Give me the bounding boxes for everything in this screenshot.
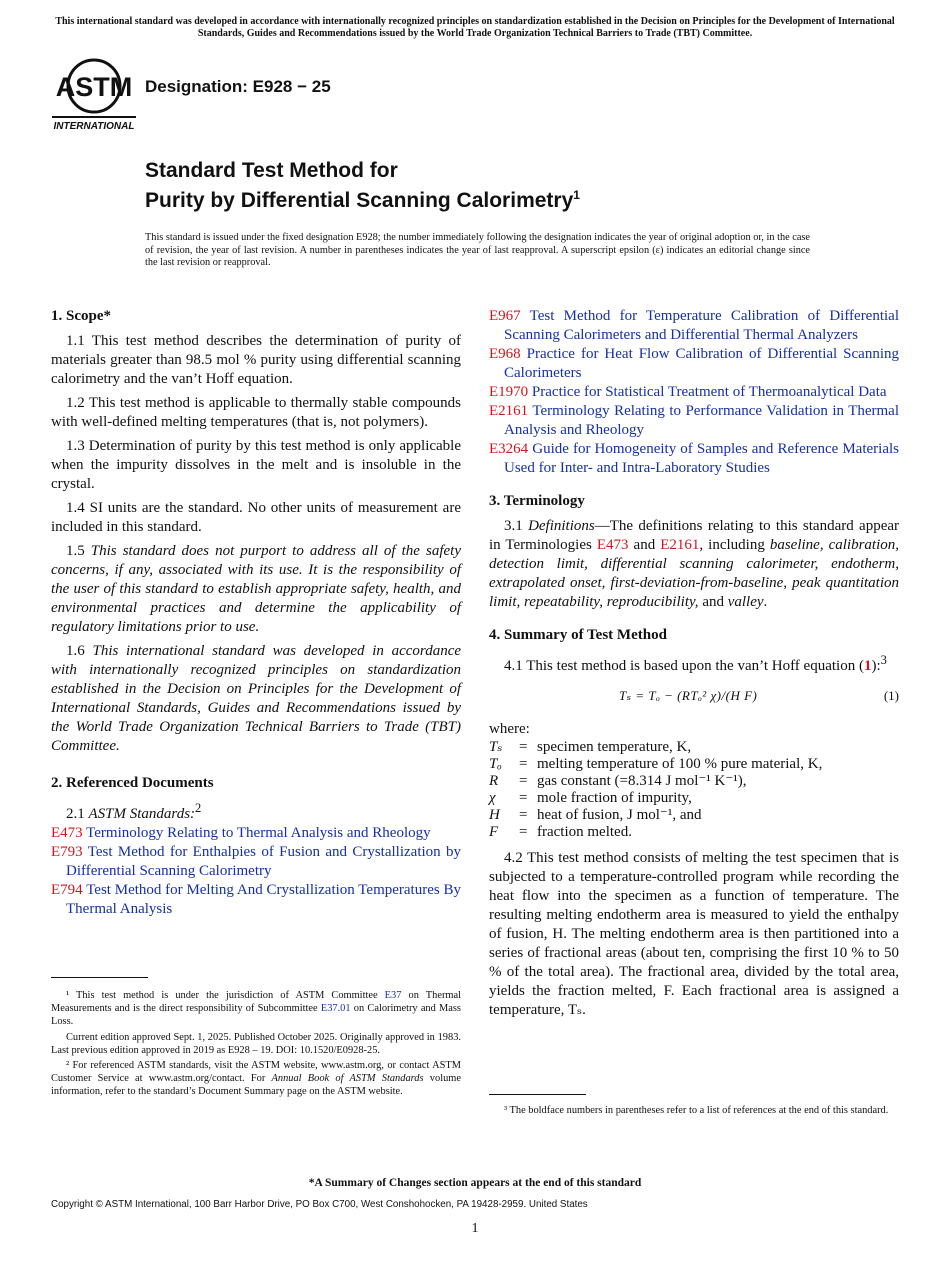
para-3-1-num: 3.1	[504, 518, 523, 534]
equation-number: (1)	[883, 688, 899, 703]
footnote-3: ³ The boldface numbers in parentheses refer to a list of references at the end of this standard.	[504, 1105, 889, 1116]
variable-row	[489, 773, 899, 790]
ref-title[interactable]: Test Method for Melting And Crystallization Temperatures By Thermal Analysis	[66, 882, 461, 917]
equals-sign: =	[519, 739, 528, 755]
ref-code[interactable]: E473	[51, 825, 83, 841]
ref-item[interactable]	[51, 824, 461, 843]
logo-letters: ASTM	[55, 72, 133, 102]
page-title	[145, 158, 580, 213]
footnote-2-text-a: ² For referenced ASTM standards, visit the ASTM website, www.astm.org, or contact ASTM Customer Service at www.astm.org/contact. For	[51, 1060, 461, 1085]
section-heading-referenced-documents: 2. Referenced Documents	[51, 775, 214, 791]
para-1-6-text: This international standard was developed in accordance with internationally recognized principles on standardization established in the Decision on Principles for the Development of International Standards, Guides and Recommendations issued by the World Trade Organization Technical Barriers to Trade (TBT) Committee.	[51, 643, 462, 754]
ref-code[interactable]: E794	[51, 882, 83, 898]
equals-sign: =	[519, 773, 528, 789]
subcommittee-link[interactable]: E37.01	[320, 1003, 351, 1015]
equals-sign: =	[519, 790, 528, 806]
footnote-1-text-a: ¹ This test method is under the jurisdiction of ASTM Committee	[66, 990, 378, 1001]
ref-title[interactable]: Terminology Relating to Thermal Analysis and Rheology	[86, 825, 431, 841]
committee-link[interactable]: E37	[384, 990, 402, 1001]
variable-row	[489, 739, 899, 756]
ref-code[interactable]: E967	[489, 308, 521, 324]
variable-symbol: χ	[489, 790, 496, 806]
ref-link-e2161[interactable]: E2161	[660, 537, 700, 553]
vant-hoff-equation	[489, 686, 899, 706]
footnotes-left	[51, 977, 461, 1101]
para-4-1-text-a: 4.1 This test method is based upon the van’t Hoff equation (	[504, 658, 864, 674]
ref-link-e473[interactable]: E473	[596, 537, 629, 553]
variable-row	[489, 790, 899, 807]
variable-row	[489, 807, 899, 824]
footnote-2-book: Annual Book of ASTM Standards	[271, 1073, 424, 1085]
para-1-3: 1.3 Determination of purity by this test method is only applicable when the impurity dissolves in the melt and is insoluble in the crystal.	[51, 438, 461, 492]
header-note: This international standard was developed in accordance with internationally recognized principles on standardization established in the Decision on Principles for the Development of International Standards, Guides and Recommendations issued by the World Trade Organization Technical Barriers to Trade (TBT) Committee.	[55, 16, 895, 39]
variable-definition: melting temperature of 100 % pure material, K,	[537, 756, 823, 772]
para-2-1-text: ASTM Standards:	[88, 806, 196, 822]
variable-definition: specimen temperature, K,	[537, 739, 692, 755]
footnote-1-text-b: on Thermal Measurements and is the direct responsibility of Subcommittee	[51, 990, 461, 1015]
para-2-1	[51, 799, 461, 824]
footnote-ref-3[interactable]: 3	[880, 653, 887, 667]
title-footnote-ref[interactable]: 1	[573, 188, 580, 202]
ref-item[interactable]	[489, 440, 899, 478]
where-label: where:	[489, 721, 530, 737]
para-1-6	[51, 642, 461, 756]
astm-logo-icon	[52, 56, 136, 132]
variable-symbol: Tₒ	[489, 756, 502, 772]
variable-row	[489, 756, 899, 773]
footnote-1	[51, 989, 461, 1029]
ref-item[interactable]	[489, 307, 899, 345]
ref-title[interactable]: Test Method for Enthalpies of Fusion and Crystallization by Differential Scanning Calorimetry	[66, 844, 461, 879]
right-column	[489, 307, 899, 1025]
variable-row	[489, 824, 899, 841]
variable-symbol: H	[489, 807, 500, 823]
footnote-ref-2[interactable]: 2	[195, 801, 202, 815]
terms-list: baseline, calibration, detection limit, differential scanning calorimeter, endotherm, extrapolated onset, first-deviation-from-baseline, peak quantitation limit, repeatability, reproducibility,	[489, 537, 900, 610]
para-4-1	[489, 651, 899, 676]
ref-code[interactable]: E968	[489, 346, 521, 362]
ref-item[interactable]	[489, 383, 899, 402]
footnote-divider	[51, 977, 148, 978]
para-3-1-text-a: —The definitions relating to this standard appear in Terminologies	[489, 518, 899, 553]
footnote-1-text-c: on Calorimetry and Mass Loss.	[51, 1003, 461, 1028]
para-1-1: 1.1 This test method describes the determination of purity of materials greater than 98.5 mol % purity using differential scanning calorimetry and the van’t Hoff equation.	[51, 333, 461, 387]
ref-code[interactable]: E793	[51, 844, 83, 860]
ref-item[interactable]	[51, 881, 461, 919]
para-3-1	[489, 517, 899, 612]
footnotes-right	[489, 1094, 899, 1119]
page-number: 1	[471, 1221, 479, 1236]
para-1-5	[51, 542, 461, 637]
para-3-1-text-b: , including	[699, 537, 765, 553]
para-4-1-text-b: ):	[871, 658, 881, 674]
variable-symbol: F	[489, 824, 499, 840]
ref-code[interactable]: E3264	[489, 441, 529, 457]
title-line-2	[145, 183, 580, 213]
variable-list	[489, 739, 899, 841]
ref-code[interactable]: E2161	[489, 403, 529, 419]
variable-definition: fraction melted.	[537, 824, 632, 840]
ref-item[interactable]	[489, 345, 899, 383]
title-line-1: Standard Test Method for	[145, 159, 398, 182]
section-heading-summary: 4. Summary of Test Method	[489, 627, 667, 643]
footnote-1-edition: Current edition approved Sept. 1, 2025. Published October 2025. Originally approved in 1983. Last previous edition approved in 2019 as E928 – 19. DOI: 10.1520/E0928-25.	[51, 1031, 461, 1056]
ref-item[interactable]	[489, 402, 899, 440]
para-4-2: 4.2 This test method consists of melting the test specimen that is subjected to a temperature-controlled program while recording the heat flow into the specimen as a function of temperature. The resulting melting endotherm area is measured to yield the enthalpy of fusion, H. The melting endotherm area is then partitioned into a series of fractional areas (about ten, comprising the first 10 % to 50 % of the total area). The fractional area, divided by the total area, yields the fraction melted, F. Each fractional area is assigned a temperature, Tₛ.	[489, 850, 899, 1018]
intro-paragraph: This standard is issued under the fixed designation E928; the number immediately following the designation indicates the year of original adoption or, in the case of revision, the year of last revision. A number in parentheses indicates the year of last reapproval. A superscript epsilon (ε) indicates an editorial change since the last revision or reapproval.	[145, 232, 811, 269]
equation-body: Tₛ = Tₒ − (RTₒ² χ)/(H F)	[619, 688, 758, 703]
copyright: Copyright © ASTM International, 100 Barr Harbor Drive, PO Box C700, West Conshohocken, PA 19428-2959. United States	[51, 1199, 588, 1210]
title-line-2-text: Purity by Differential Scanning Calorimetry	[145, 189, 574, 212]
variable-definition: mole fraction of impurity,	[537, 790, 692, 806]
footnote-2	[51, 1059, 461, 1099]
section-heading-scope: 1. Scope*	[51, 308, 111, 324]
logo-subtitle: INTERNATIONAL	[53, 121, 135, 132]
variable-definition: gas constant (=8.314 J mol⁻¹ K⁻¹),	[537, 773, 747, 789]
designation: Designation: E928 − 25	[145, 77, 331, 96]
variable-symbol: Tₛ	[489, 739, 503, 755]
footnote-divider	[489, 1094, 586, 1095]
equals-sign: =	[519, 807, 528, 823]
para-1-5-text: This standard does not purport to address all of the safety concerns, if any, associated with its use. It is the responsibility of the user of this standard to establish appropriate safety, health, and environmental practices and determine the applicability of regulatory limitations prior to use.	[51, 543, 461, 635]
ref-title[interactable]: Guide for Homogeneity of Samples and Reference Materials Used for Inter- and Intra-Laboratory Studies	[504, 441, 899, 476]
para-3-1-and-2: and	[702, 594, 724, 610]
section-heading-terminology: 3. Terminology	[489, 493, 585, 509]
para-1-6-num: 1.6	[66, 643, 85, 659]
ref-title[interactable]: Practice for Heat Flow Calibration of Differential Scanning Calorimeters	[504, 346, 899, 381]
astm-logo	[52, 56, 136, 132]
para-1-5-num: 1.5	[66, 543, 85, 559]
variable-symbol: R	[489, 773, 499, 789]
variable-definition: heat of fusion, J mol⁻¹, and	[537, 807, 702, 823]
summary-of-changes-note: *A Summary of Changes section appears at the end of this standard	[308, 1177, 642, 1189]
equals-sign: =	[519, 824, 528, 840]
footnote-2-text-b: volume information, refer to the standard’s Document Summary page on the ASTM website.	[51, 1073, 461, 1098]
para-1-2: 1.2 This test method is applicable to thermally stable compounds with well-defined melting temperatures (that is, not polymers).	[51, 395, 461, 430]
para-2-1-num: 2.1	[66, 806, 85, 822]
left-column	[51, 307, 461, 919]
para-3-1-and: and	[633, 537, 656, 553]
ref-item[interactable]	[51, 843, 461, 881]
para-1-4: 1.4 SI units are the standard. No other units of measurement are included in this standard.	[51, 500, 461, 535]
ref-title[interactable]: Test Method for Temperature Calibration of Differential Scanning Calorimeters and Differential Thermal Analyzers	[504, 308, 900, 343]
ref-title[interactable]: Terminology Relating to Performance Validation in Thermal Analysis and Rheology	[504, 403, 900, 438]
equals-sign: =	[519, 756, 528, 772]
ref-title[interactable]: Practice for Statistical Treatment of Thermoanalytical Data	[531, 384, 887, 400]
last-term: valley	[727, 594, 764, 610]
ref-code[interactable]: E1970	[489, 384, 529, 400]
reference-link-1[interactable]: 1	[863, 658, 872, 674]
definitions-term: Definitions	[528, 518, 595, 534]
para-3-1-period: .	[763, 594, 768, 610]
